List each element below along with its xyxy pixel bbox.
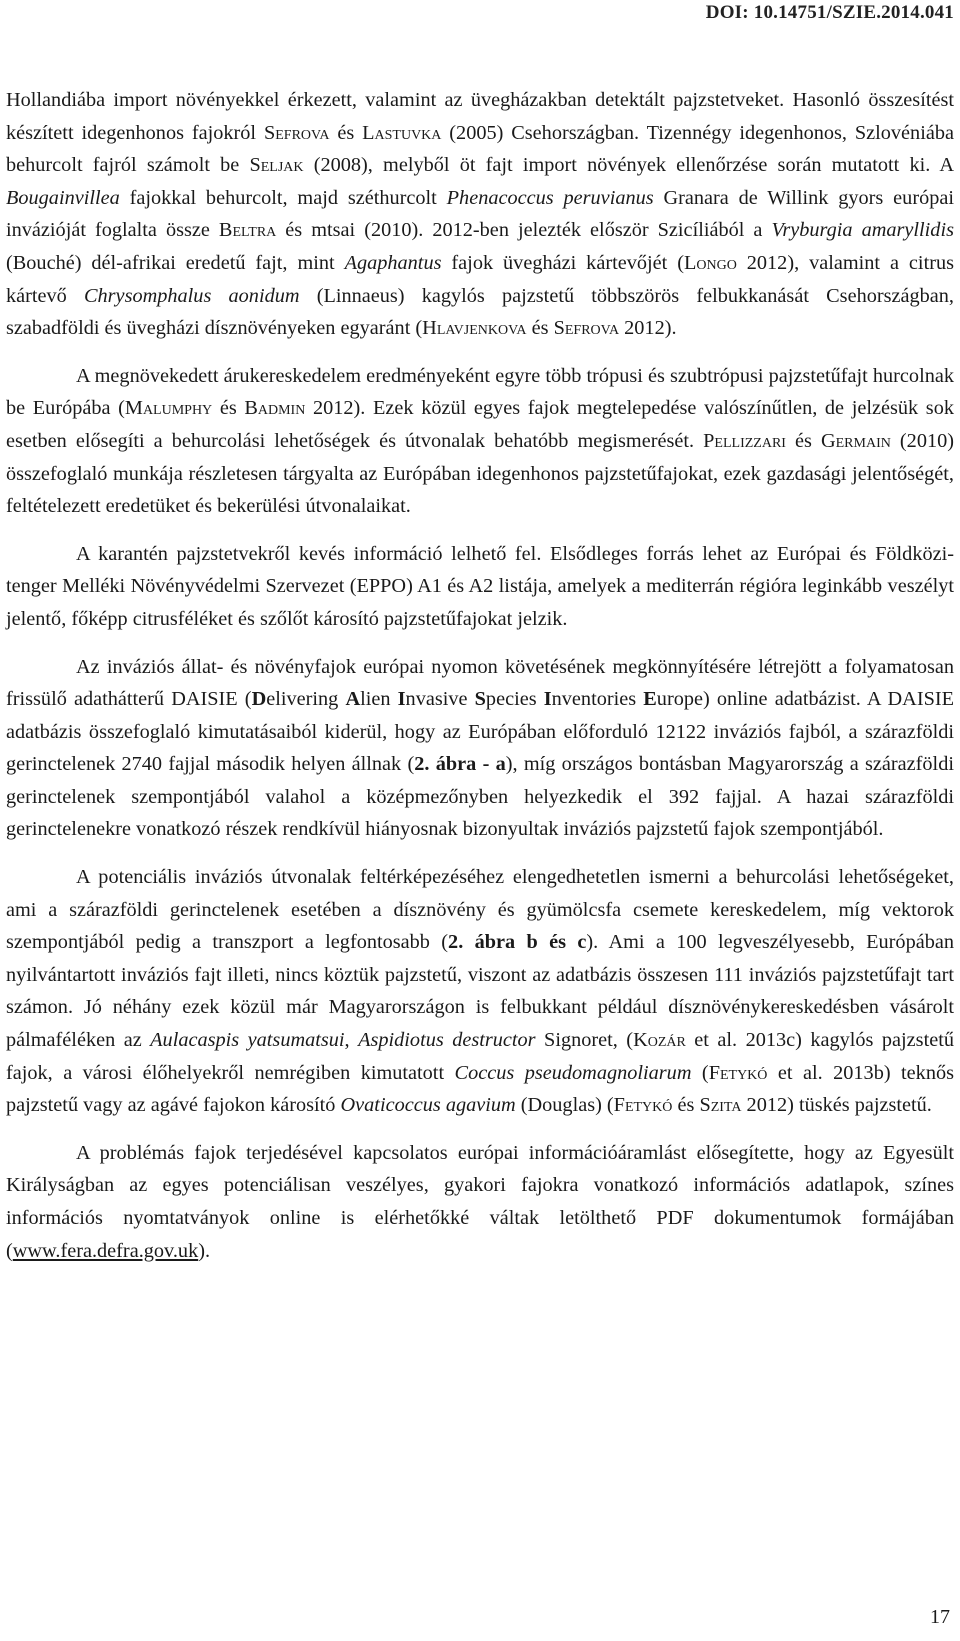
author-name: Beltra	[218, 219, 277, 242]
text: (Douglas) (	[515, 1094, 614, 1117]
document-body	[6, 84, 954, 1267]
text: ). Ami a 100 legveszélyesebb, Európában nyilvántartott inváziós fajt illeti, nincs köztük pajzstetű, viszont az adatbázis összesen 111 inváziós pajzstetűfajt tart számon. Jó néhány ezek közül már Magyarországon is felbukkant például dísznövénykereskedésben vásárolt pálmaféléken az	[6, 931, 954, 1052]
text: ), míg országos bontásban Magyarország a szárazföldi gerinctelenek szempontjából valahol a középmezőnyben helyezkedik el 392 fajjal. A hazai szárazföldi gerinctelenekre vonatkozó részek rendkívül hiányosnak bizonyultak inváziós pajzstetű fajok szempontjából.	[6, 753, 954, 841]
author-name: Longo	[683, 251, 737, 274]
text: A problémás fajok terjedésével kapcsolatos európai információáramlást elősegítette, hogy az Egyesült Királyságban az egyes potenciálisan veszélyes, gyakori fajokra vonatkozó információs adatlapok, színes információs nyomtatványok online is elérhetőkké váltak letölthető PDF dokumentumok formájában (	[6, 1141, 954, 1262]
text: urope) online adatbázist. A DAISIE adatbázis összefoglaló kimutatásaiból kiderül, hogy az Európában előforduló 12122 inváziós fajból, a szárazföldi gerinctelenek 2740 fajjal második helyen állnak (	[6, 688, 954, 776]
page-number: 17	[930, 1606, 950, 1628]
text: és mtsai (2010). 2012-ben jelezték először Szicíliából a	[276, 219, 772, 242]
author-name: Sefrova	[553, 317, 620, 340]
acronym-letter: A	[345, 688, 361, 711]
species-name: Vryburgia amaryllidis	[771, 219, 954, 242]
text: et al. 2013c) kagylós pajzstetű fajok, a városi élőhelyekről nemrégiben kimutatott	[6, 1029, 954, 1084]
author-name: Seljak	[249, 154, 304, 177]
author-name: Kozár	[633, 1029, 686, 1052]
species-name: Agaphantus	[344, 251, 442, 274]
author-name: Sefrova	[263, 121, 330, 144]
species-name: Aspidiotus destructor	[358, 1029, 536, 1052]
text: (2005) Csehországban. Tizennégy idegenhonos, Szlovéniába behurcolt fajról számolt be	[6, 121, 954, 177]
text: és	[212, 397, 245, 420]
text: fajok üvegházi kártevőjét (	[441, 251, 684, 274]
text: 2012).	[619, 317, 677, 340]
species-name: Chrysomphalus aonidum	[84, 284, 300, 307]
text: nvasive	[405, 688, 475, 711]
text: elivering	[266, 688, 346, 711]
paragraph-2	[6, 360, 954, 523]
species-name: Coccus pseudomagnoliarum	[454, 1061, 692, 1084]
text: A potenciális inváziós útvonalak feltérképezéséhez elengedhetetlen ismerni a behurcolási lehetőségeket, ami a szárazföldi gerinctelenek esetében a dísznövény és gyümölcsfa csemete kereskedelem, míg vektorok szempontjából pedig a transzport a legfontosabb (	[6, 866, 954, 954]
author-name: Germain	[820, 429, 891, 452]
text: Signoret, (	[535, 1029, 634, 1052]
text: ).	[198, 1239, 211, 1262]
text: A karantén pajzstetvekről kevés információ lelhető fel. Elsődleges forrás lehet az Európai és Földközi-tenger Melléki Növényvédelmi Szervezet (EPPO) A1 és A2 listája, amelyek a mediterrán régióra leginkább veszélyt jelentő, főképp citrusféléket és szőlőt károsító pajzstetűfajokat jelzik.	[6, 542, 954, 630]
paragraph-3	[6, 538, 954, 636]
text: Hollandiába import növényekkel érkezett, valamint az üvegházakban detektált pajzstetveket. Hasonló összesítést készített idegenhonos fajokról	[6, 89, 954, 144]
paragraph-4	[6, 651, 954, 847]
text: nventories	[551, 688, 644, 711]
text: et al. 2013b) teknős pajzstetű vagy az agávé fajokon károsító	[6, 1061, 954, 1117]
author-name: Fetykó	[708, 1061, 768, 1084]
text: Granara de Willink gyors európai invázióját foglalta össze	[6, 186, 954, 242]
author-name: Szita	[699, 1094, 742, 1117]
text: és	[526, 317, 554, 340]
text: 2012) tüskés pajzstetű.	[741, 1094, 932, 1117]
paragraph-1	[6, 84, 954, 345]
text: (2008), melyből öt fajt import növények ellenőrzése során mutatott ki. A	[303, 154, 954, 177]
species-name: Aulacaspis yatsumatsui	[150, 1029, 345, 1052]
author-name: Fetykó	[613, 1094, 673, 1117]
author-name: Hlavjenkova	[422, 317, 527, 340]
author-name: Pellizzari	[703, 429, 786, 452]
paragraph-6	[6, 1137, 954, 1267]
text: ,	[344, 1029, 359, 1052]
text: 2012). Ezek közül egyes fajok megtelepedése valószínűtlen, de jelzésük sok esetben elősegíti a behurcolási lehetőségek és útvonalak behatóbb megismerését.	[6, 397, 954, 452]
acronym-letter: E	[643, 688, 657, 711]
figure-reference: 2. ábra - a	[414, 753, 506, 776]
species-name: Bougainvillea	[6, 186, 120, 209]
fera-website-link[interactable]: www.fera.defra.gov.uk	[12, 1239, 199, 1262]
text: Az inváziós állat- és növényfajok európai nyomon követésének megkönnyítésére létrejött a folyamatosan frissülő adathátterű DAISIE (	[6, 655, 954, 711]
text: fajokkal behurcolt, majd széthurcolt	[119, 186, 447, 209]
text: és	[329, 121, 363, 144]
text: (Linnaeus) kagylós pajzstetű többszörös felbukkanását Csehországban, szabadföldi és üvegházi dísznövényeken egyaránt (	[6, 284, 954, 340]
acronym-letter: D	[251, 688, 267, 711]
doi-header: DOI: 10.14751/SZIE.2014.041	[705, 2, 954, 23]
text: 2012), valamint a citrus kártevő	[6, 251, 954, 307]
text: (2010) összefoglaló munkája részletesen tárgyalta az Európában idegenhonos pajzstetűfajokat, ezek gazdasági jelentőségét, feltételezett eredetüket és bekerülési útvonalaikat.	[6, 429, 954, 518]
text: pecies	[485, 688, 544, 711]
acronym-letter: I	[397, 688, 406, 711]
text: (	[691, 1061, 709, 1084]
text: (Bouché) dél-afrikai eredetű fajt, mint	[6, 251, 345, 274]
author-name: Malumphy	[124, 397, 213, 420]
acronym-letter: I	[543, 688, 552, 711]
text: és	[785, 429, 821, 452]
text: és	[672, 1094, 700, 1117]
acronym-letter: S	[474, 688, 486, 711]
species-name: Phenacoccus peruvianus	[446, 186, 654, 209]
paragraph-5	[6, 861, 954, 1122]
figure-reference: 2. ábra b és c	[448, 931, 587, 954]
author-name: Badmin	[244, 397, 306, 420]
text: A megnövekedett árukereskedelem eredményeként egyre több trópusi és szubtrópusi pajzstetűfajt hurcolnak be Európába (	[6, 364, 954, 420]
species-name: Ovaticoccus agavium	[340, 1094, 516, 1117]
text: lien	[360, 688, 398, 711]
author-name: Lastuvka	[362, 121, 442, 144]
